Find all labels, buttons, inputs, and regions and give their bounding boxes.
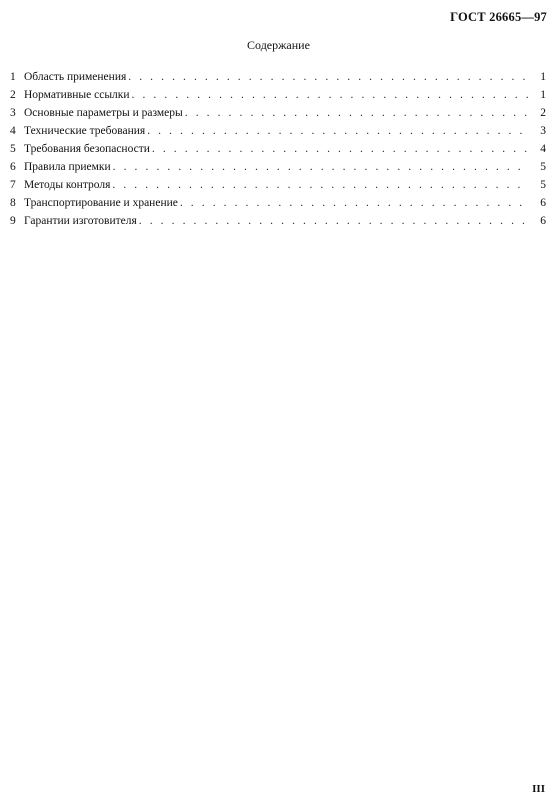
- toc-dot-leader: [180, 194, 528, 212]
- toc-dot-leader: [113, 158, 528, 176]
- toc-title: Содержание: [247, 38, 310, 52]
- toc-item-label: Область применения: [24, 71, 127, 83]
- toc-item-page: 2: [540, 107, 546, 119]
- toc-item[interactable]: [10, 158, 546, 176]
- toc-item-number: 3: [10, 107, 16, 119]
- page-number: III: [532, 783, 545, 795]
- toc-item-label: Методы контроля: [24, 179, 111, 191]
- toc-item-number: 9: [10, 215, 16, 227]
- toc-item[interactable]: [10, 68, 546, 86]
- toc-item-number: 8: [10, 197, 16, 209]
- toc-item-label: Нормативные ссылки: [24, 89, 130, 101]
- toc-item-number: 1: [10, 71, 16, 83]
- toc-item-page: 6: [540, 215, 546, 227]
- toc-item-label: Основные параметры и размеры: [24, 107, 183, 119]
- toc-item-page: 5: [540, 179, 546, 191]
- toc-item-page: 3: [540, 125, 546, 137]
- toc-item-number: 2: [10, 89, 16, 101]
- document-code: ГОСТ 26665—97: [450, 10, 547, 24]
- toc-item[interactable]: [10, 104, 546, 122]
- toc-dot-leader: [139, 212, 528, 230]
- toc-item-page: 1: [540, 71, 546, 83]
- toc-dot-leader: [185, 104, 528, 122]
- toc-item-page: 5: [540, 161, 546, 173]
- toc-item-label: Правила приемки: [24, 161, 111, 173]
- toc-item[interactable]: [10, 86, 546, 104]
- toc-item-label: Гарантии изготовителя: [24, 215, 137, 227]
- toc-item-page: 4: [540, 143, 546, 155]
- toc-dot-leader: [132, 86, 528, 104]
- toc-item-label: Требования безопасности: [24, 143, 150, 155]
- toc-item-number: 5: [10, 143, 16, 155]
- table-of-contents: [10, 68, 546, 230]
- toc-item-page: 1: [540, 89, 546, 101]
- toc-dot-leader: [152, 140, 528, 158]
- toc-item-label: Технические требования: [24, 125, 146, 137]
- toc-item[interactable]: [10, 212, 546, 230]
- toc-item[interactable]: [10, 194, 546, 212]
- toc-item-label: Транспортирование и хранение: [24, 197, 178, 209]
- toc-dot-leader: [112, 176, 528, 194]
- toc-item-number: 7: [10, 179, 16, 191]
- toc-item[interactable]: [10, 140, 546, 158]
- toc-dot-leader: [128, 68, 528, 86]
- toc-item-number: 6: [10, 161, 16, 173]
- toc-item-number: 4: [10, 125, 16, 137]
- toc-dot-leader: [147, 122, 528, 140]
- toc-item[interactable]: [10, 176, 546, 194]
- toc-item[interactable]: [10, 122, 546, 140]
- toc-item-page: 6: [540, 197, 546, 209]
